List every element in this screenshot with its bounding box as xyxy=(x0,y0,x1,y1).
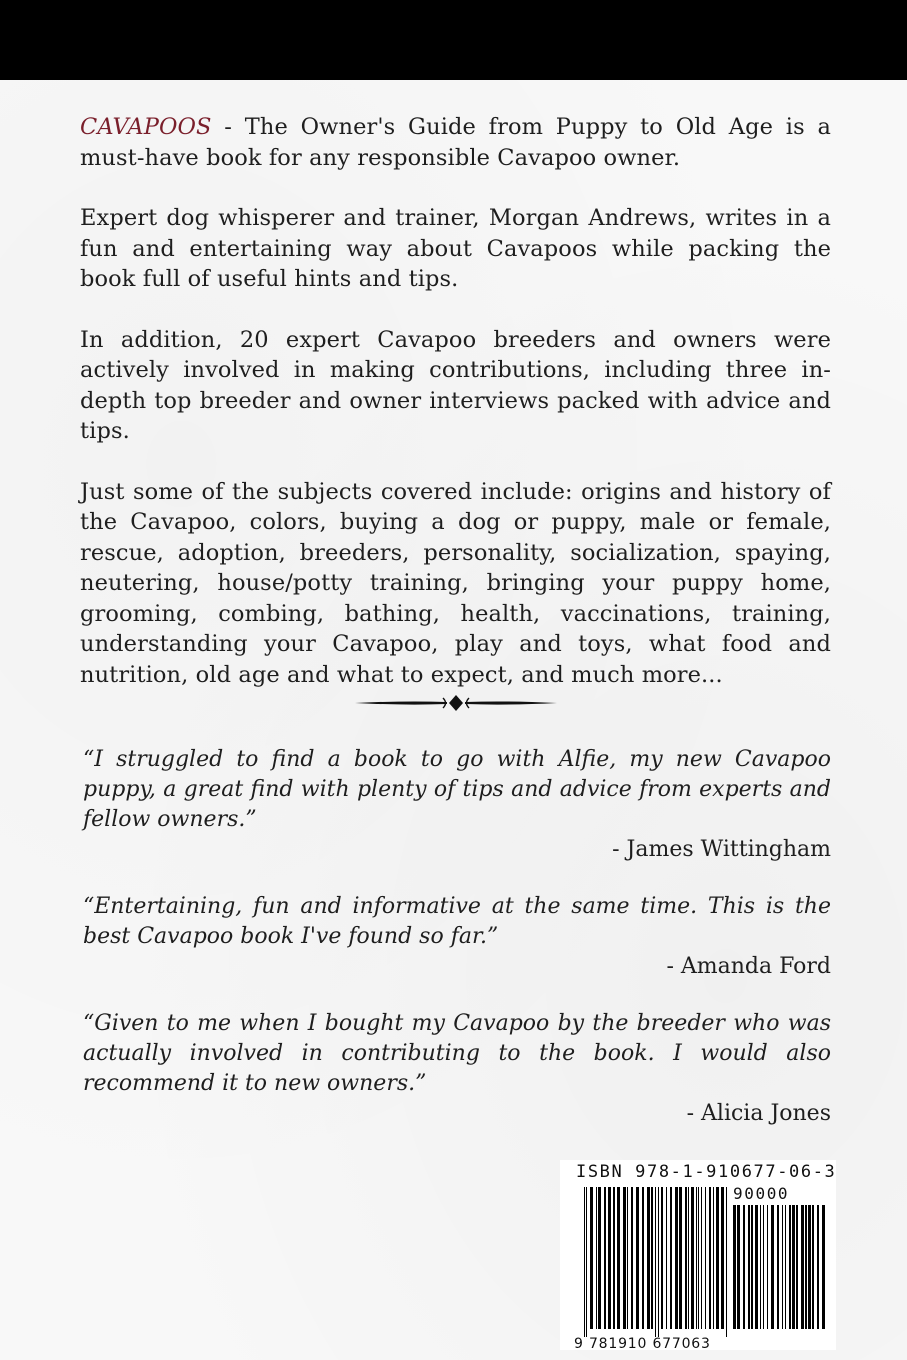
barcode-bar xyxy=(586,1187,587,1337)
barcode-bar xyxy=(792,1205,795,1329)
barcode-bar xyxy=(617,1187,620,1329)
barcode-bar xyxy=(584,1187,585,1337)
barcode-bar xyxy=(812,1205,814,1329)
barcode-bar xyxy=(709,1187,711,1329)
isbn-barcode-icon xyxy=(584,1187,727,1337)
book-description xyxy=(80,112,831,720)
barcode-bar xyxy=(696,1187,697,1329)
price-code: 90000 xyxy=(733,1184,790,1203)
barcode-bar xyxy=(737,1205,740,1329)
barcode-bar xyxy=(613,1187,615,1329)
top-black-band xyxy=(0,0,907,80)
barcode-bar xyxy=(636,1187,639,1329)
author-paragraph: Expert dog whisperer and trainer, Morgan Andrews, writes in a fun and entertaining way about Cavapoos while packing the book full of useful hints and tips. xyxy=(80,205,831,292)
barcode-bar xyxy=(760,1205,761,1329)
testimonials xyxy=(83,745,831,1156)
barcode-bar xyxy=(771,1205,774,1329)
subjects-paragraph: Just some of the subjects covered include: origins and history of the Cavapoo, colors, buying a dog or puppy, male or female, rescue, adoption, breeders, personality, socialization, spaying, neutering, house/potty training, bringing your puppy home, grooming, combing, bathing, health, vaccinations, training, understanding your Cavapoo, play and toys, what food and nutrition, old age and what to expect, and much more... xyxy=(80,478,831,688)
barcode-bar xyxy=(590,1187,593,1329)
contributors-paragraph: In addition, 20 expert Cavapoo breeders and owners were actively involved in making contributions, including three in-depth top breeder and owner interviews packed with advice and tips. xyxy=(80,326,831,444)
barcode-bar xyxy=(805,1205,807,1329)
barcode-bar xyxy=(751,1205,753,1329)
barcode-bar xyxy=(679,1187,682,1329)
barcode-bar xyxy=(789,1205,791,1329)
testimonial-quote-2: “Entertaining, fun and informative at the same time. This is the best Cavapoo book I've found so far.” xyxy=(83,894,831,949)
barcode-bar xyxy=(743,1205,745,1329)
barcode-bar xyxy=(598,1187,601,1329)
barcode-bar xyxy=(796,1205,798,1329)
barcode-bar xyxy=(808,1205,811,1329)
testimonial-author-2: - Amanda Ford xyxy=(666,954,831,979)
barcode-bar xyxy=(801,1205,804,1329)
barcode-digits: 9 781910 677063 xyxy=(574,1336,711,1352)
barcode-bar xyxy=(755,1205,758,1329)
barcode-bar xyxy=(726,1187,727,1337)
barcode-bar xyxy=(822,1205,825,1329)
testimonial-author-3: - Alicia Jones xyxy=(686,1101,831,1126)
barcode-bar xyxy=(782,1205,783,1329)
barcode-bar xyxy=(733,1205,736,1329)
barcode-bar xyxy=(721,1187,724,1329)
barcode-bar xyxy=(661,1187,663,1329)
barcode-bar xyxy=(685,1187,687,1329)
barcode-bar xyxy=(688,1187,689,1329)
barcode-bar xyxy=(698,1187,699,1329)
barcode-bar xyxy=(817,1205,819,1329)
barcode-bar xyxy=(631,1187,633,1329)
barcode-bar xyxy=(716,1187,719,1329)
testimonial-author-1: - James Wittingham xyxy=(612,837,831,862)
barcode-bar xyxy=(627,1187,628,1329)
barcode-bar xyxy=(785,1205,786,1329)
barcode-bar xyxy=(623,1187,626,1329)
barcode-bar xyxy=(767,1205,768,1329)
barcode-bar xyxy=(701,1187,702,1329)
barcode-bar xyxy=(705,1187,706,1329)
isbn-label: ISBN 978-1-910677-06-3 xyxy=(576,1162,837,1182)
barcode-bar xyxy=(604,1187,606,1329)
barcode-bar xyxy=(651,1187,653,1329)
testimonial-quote-1: “I struggled to find a book to go with Alfie, my new Cavapoo puppy, a great find with plenty of tips and advice from experts and fellow owners.” xyxy=(83,747,831,832)
barcode-bar xyxy=(777,1205,779,1329)
barcode-bar xyxy=(763,1205,764,1329)
intro-text: - The Owner's Guide from Puppy to Old Age is a must-have book for any responsible Cavapoo owner. xyxy=(80,114,831,171)
barcode-bar xyxy=(748,1205,750,1329)
ornament-divider-icon xyxy=(355,693,557,713)
barcode-bar xyxy=(658,1187,659,1337)
barcode-bar xyxy=(691,1187,694,1329)
intro-paragraph xyxy=(80,112,831,173)
barcode-bar xyxy=(713,1187,714,1329)
barcode-bar xyxy=(670,1187,672,1329)
book-title: CAVAPOOS xyxy=(80,114,212,140)
testimonial-quote-3: “Given to me when I bought my Cavapoo by the breeder who was actually involved in contributing to the book. I would also recommend it to new owners.” xyxy=(83,1011,831,1096)
barcode-bar xyxy=(596,1187,597,1329)
barcode-bar xyxy=(675,1187,678,1329)
barcode-bar xyxy=(647,1187,650,1329)
barcode-bar xyxy=(608,1187,611,1329)
barcode-bar xyxy=(655,1187,656,1337)
barcode-bar xyxy=(642,1187,644,1329)
price-barcode-icon xyxy=(733,1205,827,1337)
barcode-bar xyxy=(666,1187,667,1329)
